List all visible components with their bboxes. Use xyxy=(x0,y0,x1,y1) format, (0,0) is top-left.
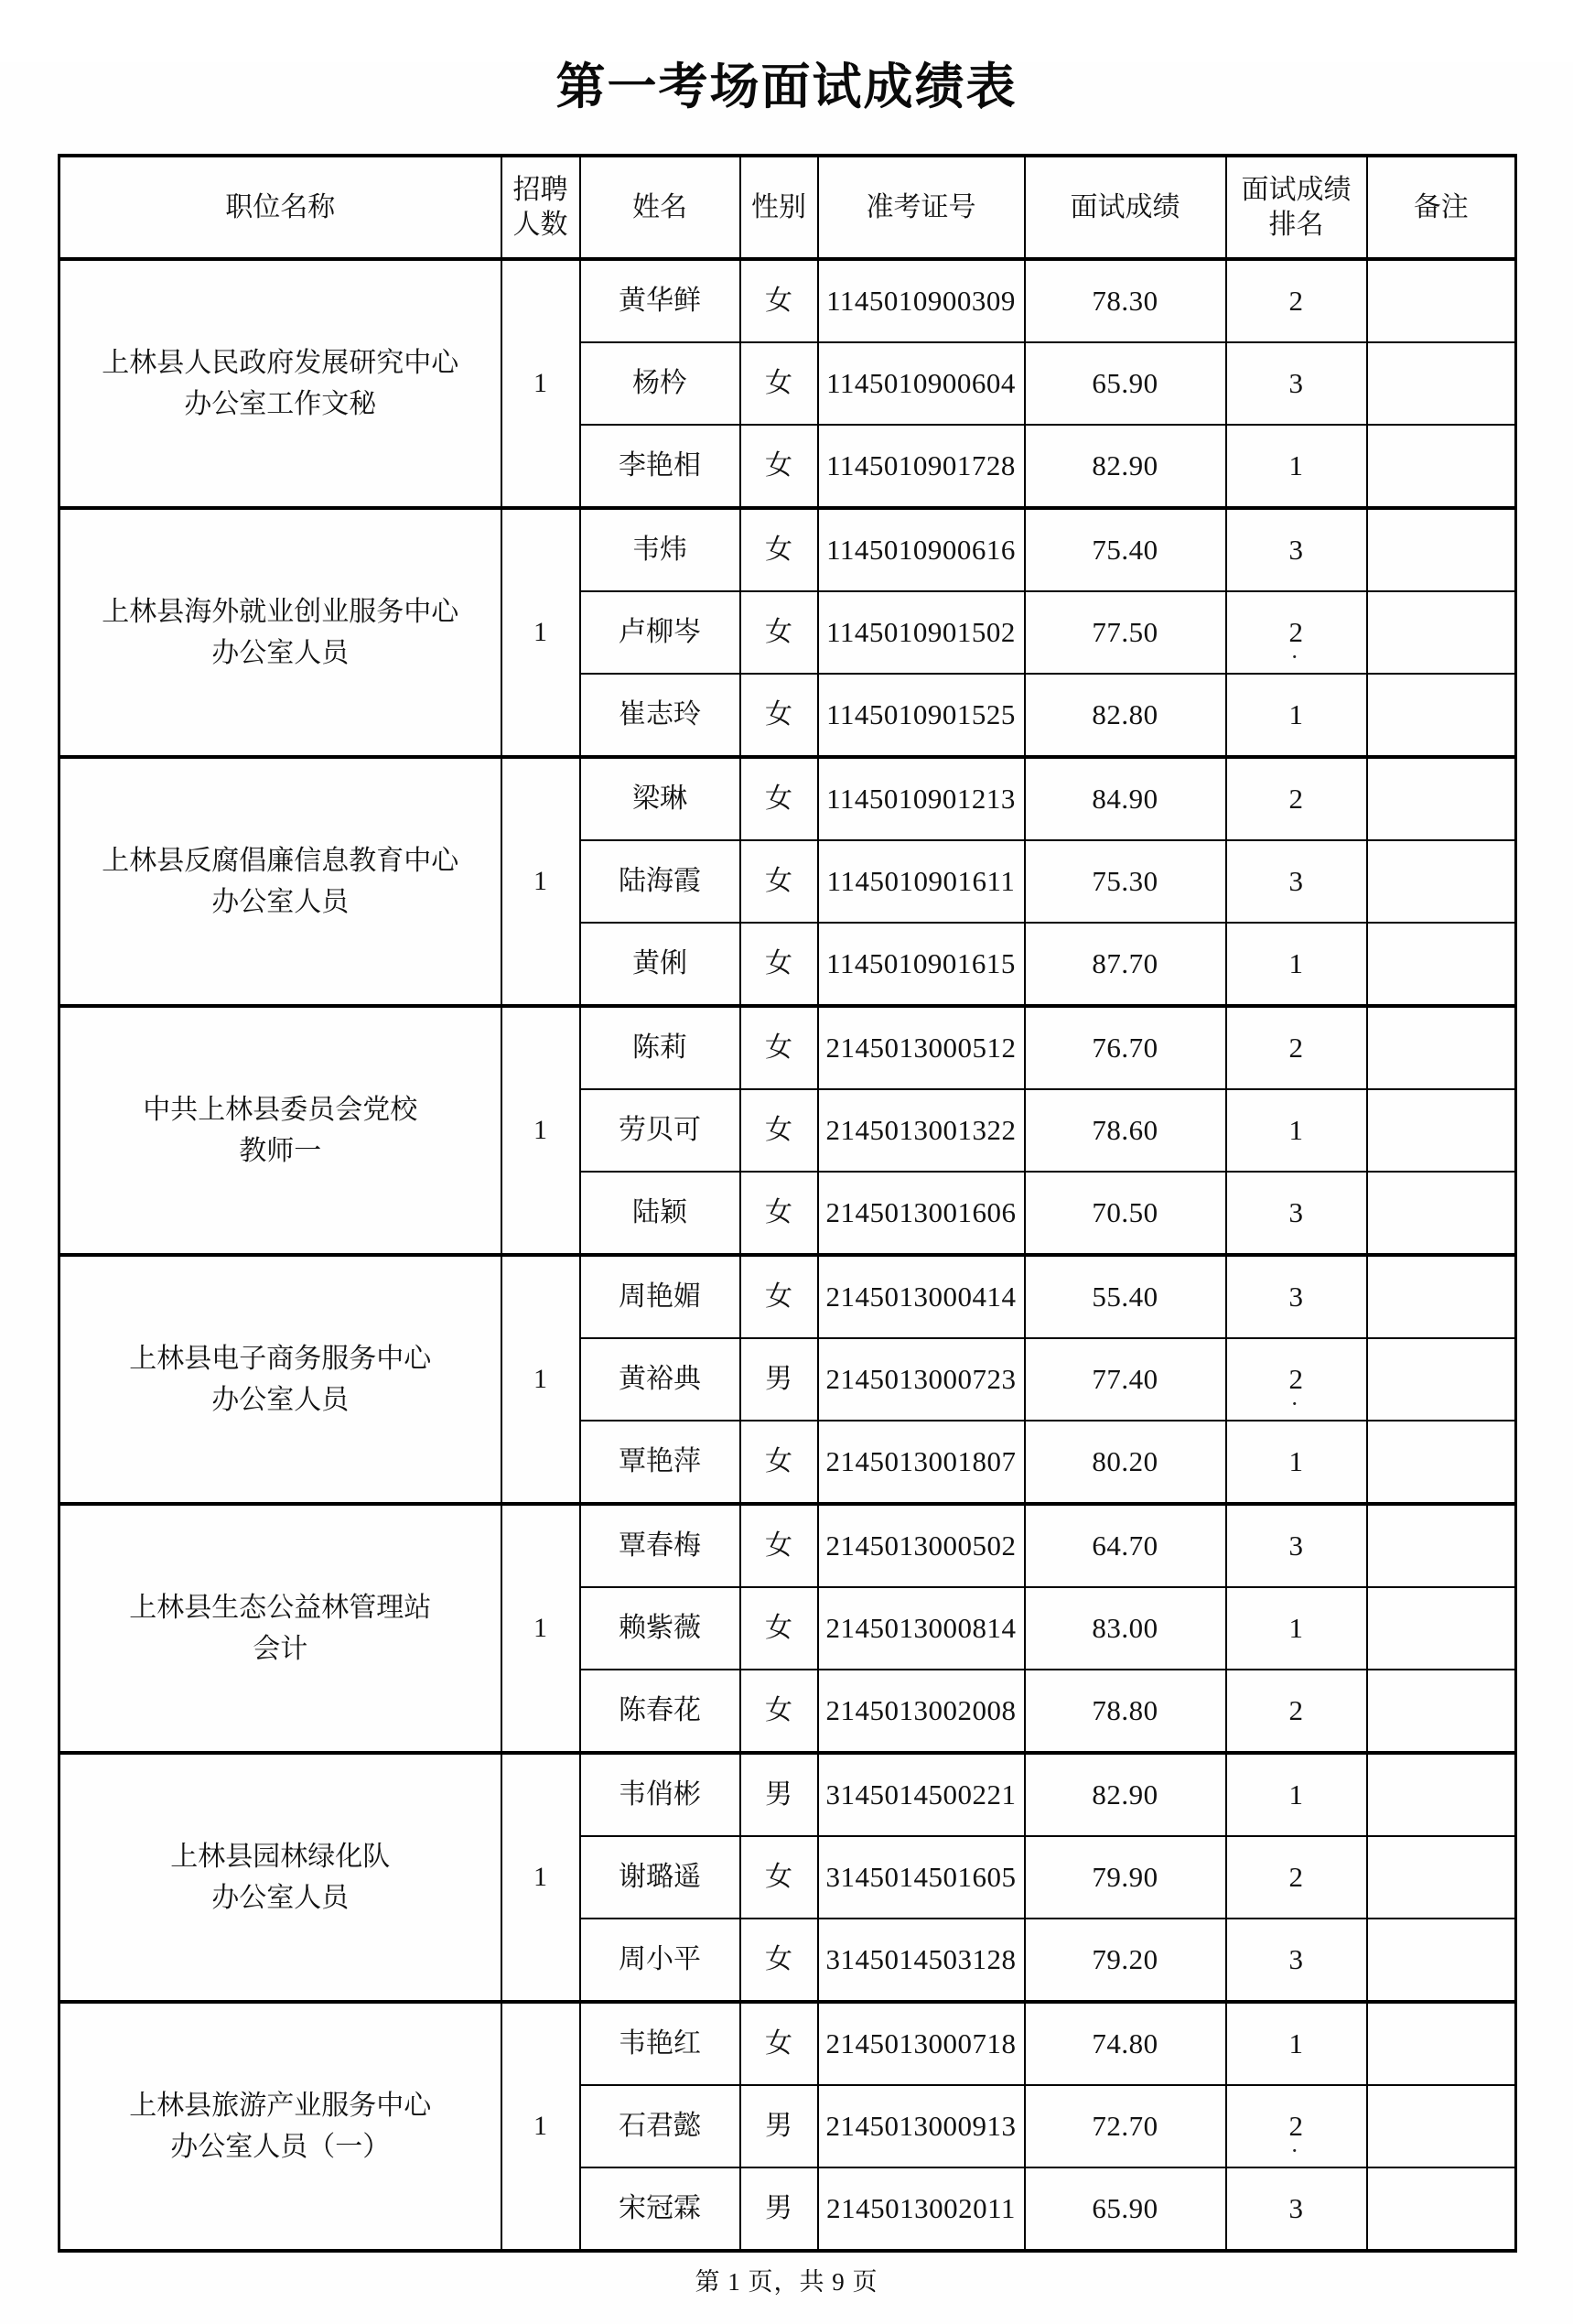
candidate-name-cell: 黄裕典 xyxy=(580,1338,740,1421)
ticket-number-cell: 2145013001322 xyxy=(818,1089,1025,1172)
interview-score-cell: 82.80 xyxy=(1025,674,1226,757)
score-rank-cell xyxy=(1226,1006,1367,1089)
candidate-name-cell: 杨枔 xyxy=(580,342,740,425)
rank-value: 1 xyxy=(1288,1778,1304,1811)
score-rank-cell xyxy=(1226,1753,1367,1836)
ticket-number-cell: 2145013000502 xyxy=(818,1504,1025,1587)
header-gender: 性别 xyxy=(740,156,818,259)
candidate-name-cell: 黄俐 xyxy=(580,923,740,1006)
ticket-number-cell: 3145014501605 xyxy=(818,1836,1025,1919)
position-line1: 上林县海外就业创业服务中心 xyxy=(102,597,459,627)
rank-value: 3 xyxy=(1288,2192,1304,2225)
gender-cell: 女 xyxy=(740,757,818,840)
remark-cell xyxy=(1367,259,1516,342)
score-rank-cell xyxy=(1226,1421,1367,1504)
header-score-rank: 面试成绩 排名 xyxy=(1226,156,1367,259)
candidate-name-cell: 陆颖 xyxy=(580,1172,740,1255)
candidate-row xyxy=(59,1504,1516,1587)
gender-cell: 女 xyxy=(740,425,818,508)
gender-cell: 女 xyxy=(740,1836,818,1919)
interview-score-cell: 87.70 xyxy=(1025,923,1226,1006)
ticket-number-cell: 1145010901728 xyxy=(818,425,1025,508)
candidate-row xyxy=(59,2002,1516,2085)
score-rank-cell xyxy=(1226,2167,1367,2251)
remark-cell xyxy=(1367,425,1516,508)
gender-cell: 女 xyxy=(740,840,818,923)
ticket-number-cell: 1145010900616 xyxy=(818,508,1025,591)
rank-value: 3 xyxy=(1288,1281,1304,1313)
gender-cell: 男 xyxy=(740,2085,818,2167)
ticket-number-cell: 1145010901213 xyxy=(818,757,1025,840)
candidate-name-cell: 李艳相 xyxy=(580,425,740,508)
remark-cell xyxy=(1367,508,1516,591)
recruit-count-cell: 1 xyxy=(501,508,580,757)
score-rank-cell xyxy=(1226,923,1367,1006)
score-rank-cell xyxy=(1226,508,1367,591)
position-line2: 教师一 xyxy=(239,1136,322,1166)
ticket-number-cell: 1145010900604 xyxy=(818,342,1025,425)
rank-value: 2 xyxy=(1288,1861,1304,1894)
score-rank-cell xyxy=(1226,1338,1367,1421)
interview-score-cell: 75.30 xyxy=(1025,840,1226,923)
gender-cell: 女 xyxy=(740,1587,818,1670)
remark-cell xyxy=(1367,2002,1516,2085)
interview-score-cell: 64.70 xyxy=(1025,1504,1226,1587)
interview-score-cell: 78.80 xyxy=(1025,1670,1226,1753)
remark-cell xyxy=(1367,1338,1516,1421)
position-cell xyxy=(59,259,501,508)
remark-cell xyxy=(1367,591,1516,674)
score-rank-cell xyxy=(1226,757,1367,840)
score-rank-cell xyxy=(1226,591,1367,674)
candidate-row xyxy=(59,1753,1516,1836)
recruit-count-cell: 1 xyxy=(501,1504,580,1753)
rank-value: 2 xyxy=(1288,285,1304,318)
page-footer: 第 1 页，共 9 页 xyxy=(695,2268,878,2296)
recruit-count-cell: 1 xyxy=(501,259,580,508)
header-recruit-count: 招聘 人数 xyxy=(501,156,580,259)
score-rank-cell xyxy=(1226,1255,1367,1338)
candidate-name-cell: 周艳媚 xyxy=(580,1255,740,1338)
gender-cell: 女 xyxy=(740,2002,818,2085)
recruit-count-cell: 1 xyxy=(501,1006,580,1255)
candidate-row xyxy=(59,1006,1516,1089)
header-position xyxy=(59,156,501,259)
candidate-name-cell: 陆海霞 xyxy=(580,840,740,923)
score-rank-cell xyxy=(1226,674,1367,757)
ticket-number-cell: 1145010900309 xyxy=(818,259,1025,342)
interview-score-cell: 84.90 xyxy=(1025,757,1226,840)
remark-cell xyxy=(1367,1006,1516,1089)
header-remark: 备注 xyxy=(1367,156,1516,259)
remark-cell xyxy=(1367,2167,1516,2251)
gender-cell: 女 xyxy=(740,1006,818,1089)
ticket-number-cell: 2145013000814 xyxy=(818,1587,1025,1670)
rank-value: 2 xyxy=(1288,783,1304,816)
interview-score-cell: 83.00 xyxy=(1025,1587,1226,1670)
candidate-name-cell: 赖紫薇 xyxy=(580,1587,740,1670)
recruit-count-cell: 1 xyxy=(501,757,580,1006)
position-cell xyxy=(59,508,501,757)
candidate-name-cell: 石君懿 xyxy=(580,2085,740,2167)
gender-cell: 女 xyxy=(740,1421,818,1504)
interview-score-cell: 80.20 xyxy=(1025,1421,1226,1504)
scan-artifact-dot: · xyxy=(1290,1390,1299,1417)
interview-score-cell: 79.90 xyxy=(1025,1836,1226,1919)
rank-value: 1 xyxy=(1288,1445,1304,1478)
gender-cell: 女 xyxy=(740,674,818,757)
interview-score-cell: 65.90 xyxy=(1025,342,1226,425)
remark-cell xyxy=(1367,1255,1516,1338)
gender-cell: 男 xyxy=(740,1753,818,1836)
header-name: 姓名 xyxy=(580,156,740,259)
ticket-number-cell: 1145010901615 xyxy=(818,923,1025,1006)
interview-score-cell: 82.90 xyxy=(1025,425,1226,508)
gender-cell: 女 xyxy=(740,259,818,342)
score-rank-cell xyxy=(1226,1172,1367,1255)
interview-score-cell: 79.20 xyxy=(1025,1919,1226,2002)
ticket-number-cell: 2145013002011 xyxy=(818,2167,1025,2251)
gender-cell: 女 xyxy=(740,1255,818,1338)
candidate-row xyxy=(59,1255,1516,1338)
rank-value: 2 xyxy=(1288,1694,1304,1727)
ticket-number-cell: 1145010901502 xyxy=(818,591,1025,674)
position-line2: 办公室人员 xyxy=(211,638,350,668)
candidate-name-cell: 谢璐遥 xyxy=(580,1836,740,1919)
score-rank-cell xyxy=(1226,259,1367,342)
page-title: 第一考场面试成绩表 xyxy=(555,58,1018,115)
position-line2: 会计 xyxy=(253,1634,308,1664)
candidate-name-cell: 韦艳红 xyxy=(580,2002,740,2085)
remark-cell xyxy=(1367,2085,1516,2167)
interview-score-cell: 78.60 xyxy=(1025,1089,1226,1172)
position-cell xyxy=(59,1255,501,1504)
interview-score-cell: 55.40 xyxy=(1025,1255,1226,1338)
position-line2: 办公室人员（一） xyxy=(170,2132,391,2162)
position-line2: 办公室人员 xyxy=(211,1385,350,1415)
interview-score-cell: 82.90 xyxy=(1025,1753,1226,1836)
gender-cell: 女 xyxy=(740,591,818,674)
scan-artifact-dot: · xyxy=(1290,643,1299,670)
position-cell xyxy=(59,2002,501,2251)
candidate-name-cell: 劳贝可 xyxy=(580,1089,740,1172)
ticket-number-cell: 2145013000718 xyxy=(818,2002,1025,2085)
ticket-number-cell: 2145013001807 xyxy=(818,1421,1025,1504)
remark-cell xyxy=(1367,1504,1516,1587)
rank-value: 3 xyxy=(1288,1943,1304,1976)
interview-score-table xyxy=(58,154,1517,2253)
interview-score-cell: 77.40 xyxy=(1025,1338,1226,1421)
position-line1: 上林县电子商务服务中心 xyxy=(129,1344,432,1374)
gender-cell: 女 xyxy=(740,1670,818,1753)
gender-cell: 女 xyxy=(740,1919,818,2002)
interview-score-cell: 78.30 xyxy=(1025,259,1226,342)
remark-cell xyxy=(1367,1753,1516,1836)
rank-value: 2 xyxy=(1288,1363,1304,1396)
score-rank-cell xyxy=(1226,342,1367,425)
candidate-name-cell: 崔志玲 xyxy=(580,674,740,757)
gender-cell: 男 xyxy=(740,2167,818,2251)
ticket-number-cell: 2145013000512 xyxy=(818,1006,1025,1089)
position-line2: 办公室工作文秘 xyxy=(184,389,377,419)
rank-value: 2 xyxy=(1288,616,1304,649)
rank-value: 2 xyxy=(1288,1032,1304,1065)
table-header-row xyxy=(59,156,1516,259)
interview-score-cell: 65.90 xyxy=(1025,2167,1226,2251)
score-rank-cell xyxy=(1226,1919,1367,2002)
candidate-row xyxy=(59,259,1516,342)
position-cell xyxy=(59,1006,501,1255)
header-position-label: 职位名称 xyxy=(225,191,336,222)
ticket-number-cell: 3145014503128 xyxy=(818,1919,1025,2002)
candidate-name-cell: 黄华鲜 xyxy=(580,259,740,342)
candidate-name-cell: 陈莉 xyxy=(580,1006,740,1089)
rank-value: 3 xyxy=(1288,534,1304,567)
rank-value: 1 xyxy=(1288,1612,1304,1645)
gender-cell: 女 xyxy=(740,1172,818,1255)
rank-value: 3 xyxy=(1288,865,1304,898)
interview-score-cell: 72.70 xyxy=(1025,2085,1226,2167)
position-cell xyxy=(59,1753,501,2002)
position-line1: 上林县生态公益林管理站 xyxy=(129,1593,432,1623)
position-line1: 上林县人民政府发展研究中心 xyxy=(102,348,459,378)
score-rank-cell xyxy=(1226,1670,1367,1753)
score-rank-cell xyxy=(1226,1836,1367,1919)
gender-cell: 男 xyxy=(740,1338,818,1421)
score-rank-cell xyxy=(1226,1089,1367,1172)
interview-score-cell: 70.50 xyxy=(1025,1172,1226,1255)
position-line1: 中共上林县委员会党校 xyxy=(143,1095,418,1125)
score-rank-cell xyxy=(1226,1587,1367,1670)
remark-cell xyxy=(1367,1421,1516,1504)
ticket-number-cell: 2145013000414 xyxy=(818,1255,1025,1338)
score-table-body xyxy=(59,259,1516,2251)
remark-cell xyxy=(1367,757,1516,840)
gender-cell: 女 xyxy=(740,1504,818,1587)
score-rank-cell xyxy=(1226,2085,1367,2167)
position-line2: 办公室人员 xyxy=(211,1883,350,1913)
rank-value: 1 xyxy=(1288,698,1304,731)
candidate-name-cell: 周小平 xyxy=(580,1919,740,2002)
score-rank-cell xyxy=(1226,840,1367,923)
position-line2: 办公室人员 xyxy=(211,887,350,917)
candidate-name-cell: 韦炜 xyxy=(580,508,740,591)
scan-artifact-dot: · xyxy=(1290,2137,1299,2164)
remark-cell xyxy=(1367,1089,1516,1172)
position-line1: 上林县园林绿化队 xyxy=(170,1842,391,1872)
ticket-number-cell: 2145013000913 xyxy=(818,2085,1025,2167)
position-cell xyxy=(59,1504,501,1753)
candidate-name-cell: 韦俏彬 xyxy=(580,1753,740,1836)
remark-cell xyxy=(1367,1587,1516,1670)
interview-score-cell: 76.70 xyxy=(1025,1006,1226,1089)
ticket-number-cell: 2145013001606 xyxy=(818,1172,1025,1255)
rank-value: 3 xyxy=(1288,367,1304,400)
ticket-number-cell: 1145010901525 xyxy=(818,674,1025,757)
score-rank-cell xyxy=(1226,1504,1367,1587)
score-rank-cell xyxy=(1226,2002,1367,2085)
rank-value: 3 xyxy=(1288,1196,1304,1229)
candidate-row xyxy=(59,508,1516,591)
ticket-number-cell: 2145013002008 xyxy=(818,1670,1025,1753)
interview-score-cell: 75.40 xyxy=(1025,508,1226,591)
recruit-count-cell: 1 xyxy=(501,1753,580,2002)
header-interview-score: 面试成绩 xyxy=(1025,156,1226,259)
rank-value: 3 xyxy=(1288,1530,1304,1562)
candidate-name-cell: 梁琳 xyxy=(580,757,740,840)
recruit-count-cell: 1 xyxy=(501,1255,580,1504)
recruit-count-cell: 1 xyxy=(501,2002,580,2251)
rank-value: 2 xyxy=(1288,2110,1304,2143)
candidate-row xyxy=(59,757,1516,840)
rank-value: 1 xyxy=(1288,1114,1304,1147)
candidate-name-cell: 陈春花 xyxy=(580,1670,740,1753)
remark-cell xyxy=(1367,1836,1516,1919)
rank-value: 1 xyxy=(1288,2027,1304,2060)
position-line1: 上林县旅游产业服务中心 xyxy=(129,2091,432,2121)
remark-cell xyxy=(1367,923,1516,1006)
position-line1: 上林县反腐倡廉信息教育中心 xyxy=(102,846,459,876)
remark-cell xyxy=(1367,1172,1516,1255)
rank-value: 1 xyxy=(1288,449,1304,482)
remark-cell xyxy=(1367,1670,1516,1753)
candidate-name-cell: 覃艳萍 xyxy=(580,1421,740,1504)
remark-cell xyxy=(1367,342,1516,425)
remark-cell xyxy=(1367,1919,1516,2002)
gender-cell: 女 xyxy=(740,508,818,591)
ticket-number-cell: 1145010901611 xyxy=(818,840,1025,923)
candidate-name-cell: 宋冠霖 xyxy=(580,2167,740,2251)
remark-cell xyxy=(1367,674,1516,757)
score-rank-cell xyxy=(1226,425,1367,508)
position-cell xyxy=(59,757,501,1006)
rank-value: 1 xyxy=(1288,947,1304,980)
remark-cell xyxy=(1367,840,1516,923)
ticket-number-cell: 2145013000723 xyxy=(818,1338,1025,1421)
candidate-name-cell: 卢柳岑 xyxy=(580,591,740,674)
interview-score-cell: 77.50 xyxy=(1025,591,1226,674)
candidate-name-cell: 覃春梅 xyxy=(580,1504,740,1587)
ticket-number-cell: 3145014500221 xyxy=(818,1753,1025,1836)
header-ticket-number: 准考证号 xyxy=(818,156,1025,259)
gender-cell: 女 xyxy=(740,923,818,1006)
gender-cell: 女 xyxy=(740,342,818,425)
gender-cell: 女 xyxy=(740,1089,818,1172)
interview-score-cell: 74.80 xyxy=(1025,2002,1226,2085)
